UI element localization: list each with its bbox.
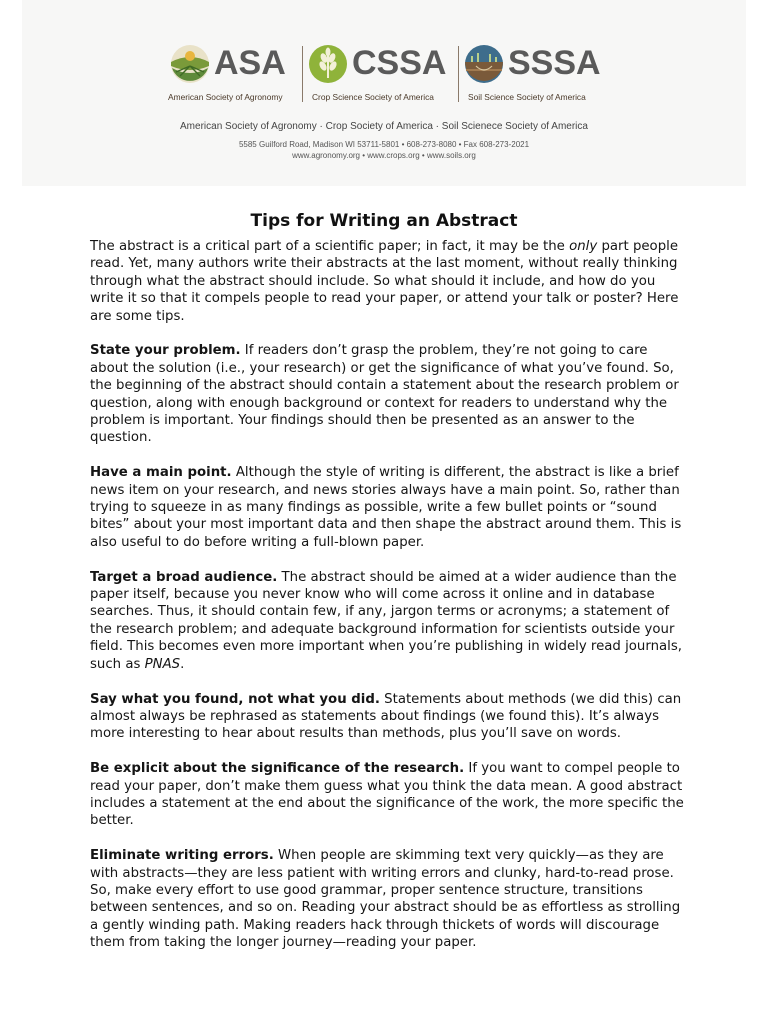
- tip-paragraph: [90, 569, 690, 673]
- tip-paragraph: [90, 464, 690, 551]
- intro-paragraph: [90, 238, 690, 325]
- tip-heading: Have a main point.: [90, 465, 232, 481]
- tip-body: Statements about methods (we did this) can almost always be rephrased as statements about findings (we found this). It’s always more interesting to hear about results than methods, plus you’ll save on words.: [90, 691, 682, 742]
- website-links: www.agronomy.org • www.crops.org • www.soils.org: [292, 151, 476, 160]
- tip-heading: Target a broad audience.: [90, 569, 278, 585]
- cssa-wheat-emblem-icon: [308, 44, 348, 84]
- tip-heading: Be explicit about the significance of the research.: [90, 761, 465, 777]
- document-body: [90, 238, 690, 969]
- asa-logo: [168, 42, 298, 106]
- sssa-soil-profile-emblem-icon: [464, 44, 504, 84]
- society-logos: [168, 42, 608, 106]
- tip-heading: Eliminate writing errors.: [90, 848, 274, 864]
- intro-text-end: part people read. Yet, many authors write their abstracts at the last moment, without really thinking through what the abstract should include. So what should it include, and how do you write it so that it compels people to read your paper, or attend your talk or poster? Here are some tips.: [90, 239, 679, 324]
- asa-full-name: American Society of Agronomy: [168, 92, 283, 102]
- tip-body: The abstract should be aimed at a wider audience than the paper itself, because you never know who will come across it online and in database searches. Thus, it should contain few, if any, jargon terms or acronyms; a statement of the research problem; and adequate background information for scientists outside your field. This becomes even more important when you’re publishing in widely read journals, such as: [90, 569, 683, 672]
- page-title: Tips for Writing an Abstract: [250, 211, 518, 232]
- asa-field-emblem-icon: [170, 44, 210, 84]
- sssa-acronym: SSSA: [508, 44, 601, 82]
- tip-paragraph: [90, 760, 690, 830]
- asa-acronym: ASA: [214, 44, 286, 82]
- postal-address: 5585 Guilford Road, Madison WI 53711-5801 • 608-273-8080 • Fax 608-273-2021: [238, 140, 530, 149]
- intro-text-start: The abstract is a critical part of a scientific paper; in fact, it may be the: [90, 239, 570, 254]
- sssa-full-name: Soil Science Society of America: [468, 92, 586, 102]
- logo-divider: [302, 46, 303, 102]
- tip-paragraph: [90, 691, 690, 743]
- societies-names-line: American Society of Agronomy · Crop Society of America · Soil Scienece Society of America: [180, 121, 588, 132]
- logo-divider: [458, 46, 459, 102]
- tip-body: If you want to compel people to read your paper, don’t make them guess what you think the data mean. A good abstract includes a statement at the end about the significance of the work, the more specific the better.: [90, 761, 684, 829]
- sssa-logo: [462, 42, 612, 106]
- tip-paragraph: [90, 342, 690, 446]
- cssa-full-name: Crop Science Society of America: [312, 92, 434, 102]
- cssa-logo: [306, 42, 456, 106]
- intro-emphasis: only: [569, 239, 598, 254]
- cssa-acronym: CSSA: [352, 44, 447, 82]
- tip-heading: Say what you found, not what you did.: [90, 691, 380, 707]
- tip-paragraph: [90, 847, 690, 951]
- tip-body: Although the style of writing is different, the abstract is like a brief news item on your research, and news stories always have a main point. So, rather than trying to squeeze in as many findings as possible, write a few bullet points or “sound bites” about your most important data and then shape the abstract around them. This is also useful to do before writing a full-blown paper.: [90, 465, 682, 550]
- tip-body-tail: .: [180, 656, 185, 672]
- tip-body: If readers don’t grasp the problem, they’re not going to care about the solution (i.e., your research) or get the significance of what you’ve found. So, the beginning of the abstract should contain a statement about the research problem or question, along with enough background or context for readers to understand why the problem is important. Your findings should then be presented as an answer to the question.: [90, 343, 679, 446]
- journal-name: PNAS: [144, 656, 181, 672]
- tip-heading: State your problem.: [90, 343, 241, 359]
- tip-body: When people are skimming text very quickly—as they are with abstracts—they are less patient with writing errors and clunky, hard-to-read prose. So, make every effort to use good grammar, proper sentence structure, transitions between sentences, and so on. Reading your abstract should be as effortless as strolling a gently winding path. Making readers hack through thickets of words will discourage them from taking the longer journey—reading your paper.: [90, 848, 681, 951]
